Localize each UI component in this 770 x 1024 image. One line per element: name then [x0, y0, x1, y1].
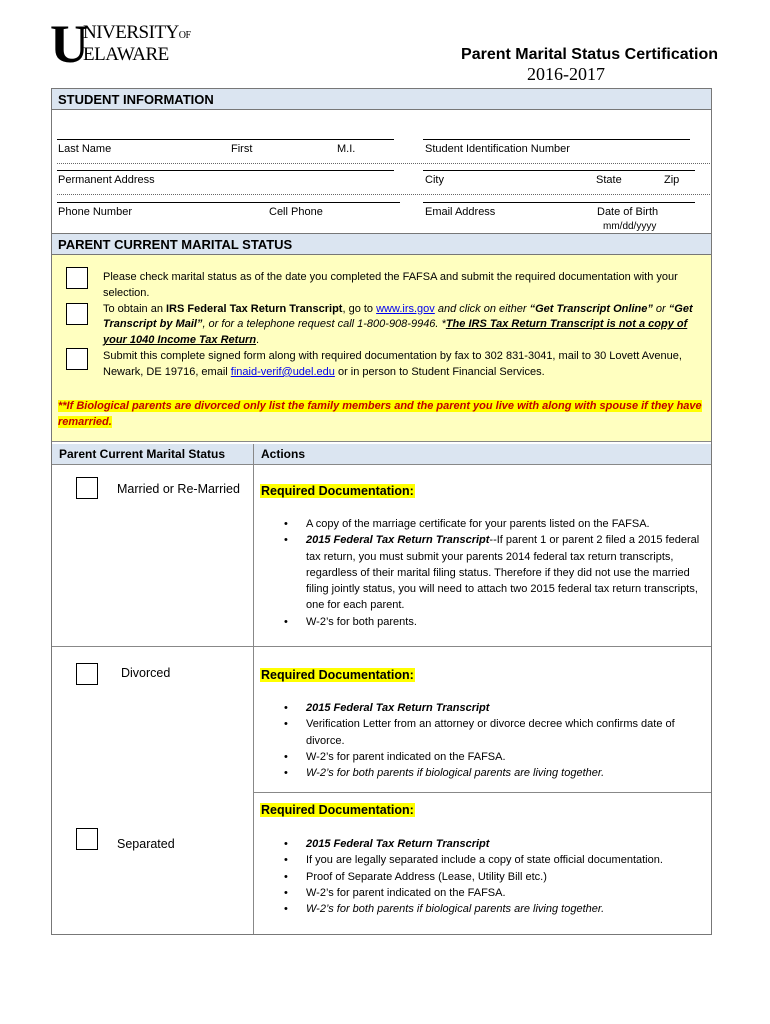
- email-line[interactable]: [423, 202, 695, 203]
- parent-status-heading: PARENT CURRENT MARITAL STATUS: [51, 233, 712, 255]
- divorced-doc-list: [282, 700, 702, 781]
- logo-of: OF: [178, 30, 191, 41]
- list-item: • W-2’s for parent indicated on the FAFSA.: [282, 749, 702, 765]
- university-logo: [50, 14, 200, 74]
- col-status-header: Parent Current Marital Status: [59, 447, 226, 461]
- phone-line[interactable]: [57, 202, 400, 203]
- list-item: • 2015 Federal Tax Return Transcript: [282, 836, 702, 852]
- city-label: City: [425, 174, 444, 186]
- instruction-checkbox-1[interactable]: [66, 267, 88, 289]
- col-actions-header: Actions: [261, 447, 306, 461]
- irs-link[interactable]: www.irs.gov: [376, 302, 435, 315]
- state-label: State: [596, 174, 622, 186]
- page-title: Parent Marital Status Certification: [461, 46, 718, 63]
- separated-required-doc: Required Documentation:: [261, 803, 414, 817]
- separated-checkbox[interactable]: [76, 828, 98, 850]
- divorced-note: **If Biological parents are divorced only list the family members and the parent you live with along with spouse if they have remarried.: [58, 400, 702, 428]
- divorced-checkbox[interactable]: [76, 663, 98, 685]
- married-checkbox[interactable]: [76, 477, 98, 499]
- list-item: • 2015 Federal Tax Return Transcript: [282, 700, 702, 716]
- dob-label: Date of Birth: [597, 206, 659, 218]
- logo-line1: NIVERSITY: [83, 22, 179, 43]
- instruction-checkbox-3[interactable]: [66, 348, 88, 370]
- name-line[interactable]: [57, 139, 394, 140]
- cell-phone-label: Cell Phone: [269, 206, 323, 218]
- separated-doc-list: [282, 836, 702, 917]
- student-info-heading: STUDENT INFORMATION: [51, 88, 712, 110]
- list-item: • W-2’s for both parents if biological parents are living together.: [282, 765, 702, 781]
- list-item: • W-2’s for both parents if biological parents are living together.: [282, 901, 702, 917]
- married-required-doc: Required Documentation:: [261, 484, 414, 498]
- list-item: • If you are legally separated include a copy of state official documentation.: [282, 852, 702, 868]
- dob-format: mm/dd/yyyy: [603, 221, 657, 232]
- phone-label: Phone Number: [58, 206, 132, 218]
- logo-line2: ELAWARE: [83, 44, 169, 65]
- student-id-label: Student Identification Number: [425, 143, 570, 155]
- row-divider: [57, 163, 710, 164]
- list-item: • Proof of Separate Address (Lease, Utility Bill etc.): [282, 869, 702, 885]
- divorced-required-doc: Required Documentation:: [261, 668, 414, 682]
- mi-label: M.I.: [337, 143, 356, 155]
- first-name-label: First: [231, 143, 253, 155]
- zip-label: Zip: [664, 174, 680, 186]
- instruction-para-3: Submit this complete signed form along with required documentation by fax to 302 831-3041, mail to 30 Lovett Avenue, Newark, DE 19716, email finaid-verif@udel.edu or in person to Student Financial Services.: [103, 349, 682, 378]
- list-item: • 2015 Federal Tax Return Transcript--If parent 1 or parent 2 filed a 2015 federal tax return, you must submit your parents 2014 federal tax return transcripts, regardless of their marital filing status. Therefore if they did not use the married filing jointly status, you will need to attach two 2015 federal tax return transcripts, one for each parent.: [282, 532, 702, 613]
- student-id-line[interactable]: [423, 139, 690, 140]
- email-link[interactable]: finaid-verif@udel.edu: [230, 365, 335, 378]
- email-label: Email Address: [425, 206, 496, 218]
- instruction-para-2: To obtain an IRS Federal Tax Return Transcript, go to www.irs.gov and click on either “Get Transcript Online” or “Get Transcript by Mail”, or for a telephone request call 1-800-908-9946. *The IRS Tax Return Transcript is not a copy of your 1040 Income Tax Return.: [103, 302, 693, 347]
- row-divider: [52, 646, 711, 647]
- city-line[interactable]: [423, 170, 695, 171]
- column-divider: [253, 444, 254, 934]
- instructions-text: [103, 270, 703, 381]
- last-name-label: Last Name: [58, 143, 112, 155]
- logo-ud-mark: U: [50, 14, 83, 74]
- row-divider: [57, 194, 710, 195]
- list-item: • W-2’s for both parents.: [282, 614, 702, 630]
- row-divider: [253, 792, 711, 793]
- list-item: • Verification Letter from an attorney or divorce decree which confirms date of divorce.: [282, 716, 702, 749]
- separated-label: Separated: [117, 837, 175, 851]
- married-doc-list: [282, 516, 702, 630]
- married-label: Married or Re-Married: [117, 482, 240, 496]
- permanent-address-label: Permanent Address: [58, 174, 155, 186]
- page-year: 2016-2017: [527, 64, 605, 84]
- list-item: • A copy of the marriage certificate for your parents listed on the FAFSA.: [282, 516, 702, 532]
- list-item: • W-2’s for parent indicated on the FAFSA.: [282, 885, 702, 901]
- instruction-checkbox-2[interactable]: [66, 303, 88, 325]
- instruction-para-1: Please check marital status as of the date you completed the FAFSA and submit the required documentation with your selection.: [103, 271, 678, 299]
- divorced-label: Divorced: [121, 666, 171, 680]
- address-line[interactable]: [57, 170, 394, 171]
